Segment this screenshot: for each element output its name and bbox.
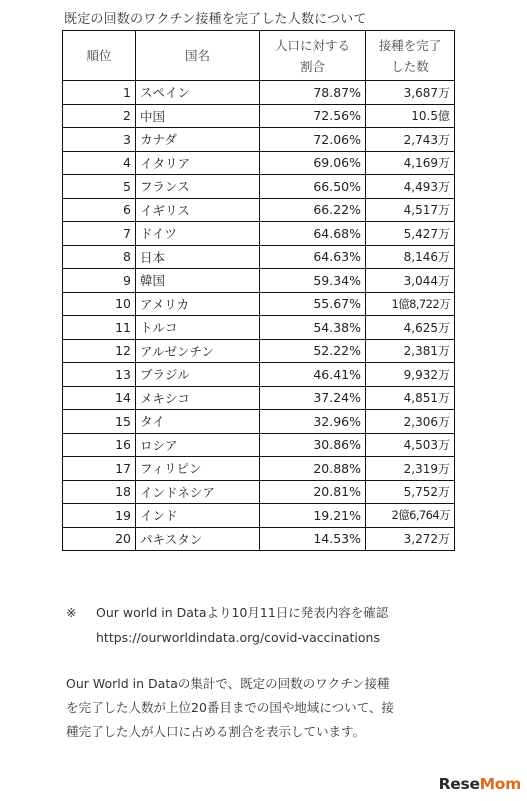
table-caption: 既定の回数のワクチン接種を完了した人数について — [64, 12, 367, 27]
country-cell: 中国 — [136, 104, 260, 128]
rank-cell: 6 — [63, 198, 136, 222]
rank-cell: 9 — [63, 269, 136, 293]
percentage-cell: 72.56% — [260, 104, 366, 128]
rank-cell: 11 — [63, 316, 136, 340]
percentage-cell: 20.88% — [260, 457, 366, 481]
table-row — [63, 175, 455, 199]
description-line: を完了した人数が上位20番目までの国や地域について、接 — [66, 700, 394, 715]
country-cell: アメリカ — [136, 292, 260, 316]
percentage-cell: 54.38% — [260, 316, 366, 340]
count-cell: 2,743万 — [366, 128, 455, 152]
description-line: Our World in Dataの集計で、既定の回数のワクチン接種 — [66, 676, 390, 691]
percentage-cell: 66.22% — [260, 198, 366, 222]
table-row — [63, 433, 455, 457]
source-url: https://ourworldindata.org/covid-vaccinations — [96, 630, 380, 645]
count-cell: 5,427万 — [366, 222, 455, 246]
count-cell: 2億6,764万 — [366, 504, 455, 528]
source-note-text: Our world in Dataより10月11日に発表内容を確認 — [96, 605, 389, 620]
count-cell: 3,687万 — [366, 81, 455, 105]
count-cell: 3,044万 — [366, 269, 455, 293]
percentage-cell: 66.50% — [260, 175, 366, 199]
count-cell: 2,381万 — [366, 339, 455, 363]
header-percentage-line2: 割合 — [299, 58, 325, 74]
rank-cell: 20 — [63, 527, 136, 551]
table-row — [63, 480, 455, 504]
count-cell: 9,932万 — [366, 363, 455, 387]
rank-cell: 3 — [63, 128, 136, 152]
source-note-line — [66, 600, 388, 625]
rank-cell: 8 — [63, 245, 136, 269]
rank-cell: 15 — [63, 410, 136, 434]
country-cell: カナダ — [136, 128, 260, 152]
country-cell: イギリス — [136, 198, 260, 222]
rank-cell: 2 — [63, 104, 136, 128]
header-percentage-line1: 人口に対する — [274, 37, 350, 53]
count-cell: 4,851万 — [366, 386, 455, 410]
country-cell: フランス — [136, 175, 260, 199]
percentage-cell: 69.06% — [260, 151, 366, 175]
percentage-cell: 20.81% — [260, 480, 366, 504]
percentage-cell: 30.86% — [260, 433, 366, 457]
percentage-cell: 46.41% — [260, 363, 366, 387]
rank-cell: 18 — [63, 480, 136, 504]
country-cell: アルゼンチン — [136, 339, 260, 363]
rank-cell: 1 — [63, 81, 136, 105]
table-row — [63, 504, 455, 528]
table-row — [63, 316, 455, 340]
percentage-cell: 78.87% — [260, 81, 366, 105]
header-count-line1: 接種を完了 — [378, 37, 442, 53]
count-cell: 5,752万 — [366, 480, 455, 504]
header-count — [366, 31, 455, 81]
country-cell: インドネシア — [136, 480, 260, 504]
table-row — [63, 128, 455, 152]
count-cell: 3,272万 — [366, 527, 455, 551]
percentage-cell: 14.53% — [260, 527, 366, 551]
percentage-cell: 19.21% — [260, 504, 366, 528]
table-row — [63, 222, 455, 246]
percentage-cell: 72.06% — [260, 128, 366, 152]
table-row — [63, 339, 455, 363]
country-cell: イタリア — [136, 151, 260, 175]
count-cell: 4,517万 — [366, 198, 455, 222]
table-row — [63, 457, 455, 481]
logo-text-rese: Rese — [438, 775, 480, 793]
table-row — [63, 198, 455, 222]
percentage-cell: 52.22% — [260, 339, 366, 363]
table-row — [63, 363, 455, 387]
source-note — [66, 600, 388, 650]
country-cell: 韓国 — [136, 269, 260, 293]
count-cell: 4,493万 — [366, 175, 455, 199]
rank-cell: 7 — [63, 222, 136, 246]
country-cell: パキスタン — [136, 527, 260, 551]
rank-cell: 5 — [63, 175, 136, 199]
percentage-cell: 37.24% — [260, 386, 366, 410]
country-cell: ブラジル — [136, 363, 260, 387]
header-country: 国名 — [136, 31, 260, 81]
table-row — [63, 292, 455, 316]
percentage-cell: 32.96% — [260, 410, 366, 434]
header-percentage — [260, 31, 366, 81]
rank-cell: 16 — [63, 433, 136, 457]
count-cell: 4,625万 — [366, 316, 455, 340]
count-cell: 10.5億 — [366, 104, 455, 128]
table-row — [63, 410, 455, 434]
table-row — [63, 527, 455, 551]
country-cell: インド — [136, 504, 260, 528]
count-cell: 4,503万 — [366, 433, 455, 457]
country-cell: 日本 — [136, 245, 260, 269]
table-header-row — [63, 31, 455, 81]
rank-cell: 10 — [63, 292, 136, 316]
table-row — [63, 151, 455, 175]
header-count-line2: した数 — [391, 58, 429, 74]
table-row — [63, 386, 455, 410]
vaccination-table — [62, 30, 455, 551]
country-cell: ドイツ — [136, 222, 260, 246]
table-body — [63, 81, 455, 551]
table-row — [63, 81, 455, 105]
country-cell: メキシコ — [136, 386, 260, 410]
rank-cell: 12 — [63, 339, 136, 363]
country-cell: フィリピン — [136, 457, 260, 481]
rank-cell: 19 — [63, 504, 136, 528]
rank-cell: 14 — [63, 386, 136, 410]
country-cell: タイ — [136, 410, 260, 434]
rank-cell: 17 — [63, 457, 136, 481]
table-row — [63, 245, 455, 269]
percentage-cell: 59.34% — [260, 269, 366, 293]
count-cell: 4,169万 — [366, 151, 455, 175]
header-rank: 順位 — [63, 31, 136, 81]
description-paragraph — [66, 672, 461, 744]
percentage-cell: 64.68% — [260, 222, 366, 246]
count-cell: 8,146万 — [366, 245, 455, 269]
rank-cell: 4 — [63, 151, 136, 175]
percentage-cell: 55.67% — [260, 292, 366, 316]
table-row — [63, 269, 455, 293]
count-cell: 1億8,722万 — [366, 292, 455, 316]
country-cell: ロシア — [136, 433, 260, 457]
country-cell: スペイン — [136, 81, 260, 105]
table-row — [63, 104, 455, 128]
rank-cell: 13 — [63, 363, 136, 387]
country-cell: トルコ — [136, 316, 260, 340]
count-cell: 2,306万 — [366, 410, 455, 434]
logo-text-mom: Mom — [479, 775, 521, 793]
note-mark: ※ — [66, 605, 77, 620]
percentage-cell: 64.63% — [260, 245, 366, 269]
count-cell: 2,319万 — [366, 457, 455, 481]
description-line: 種完了した人が人口に占める割合を表示しています。 — [66, 724, 366, 739]
resemom-logo — [439, 775, 521, 793]
